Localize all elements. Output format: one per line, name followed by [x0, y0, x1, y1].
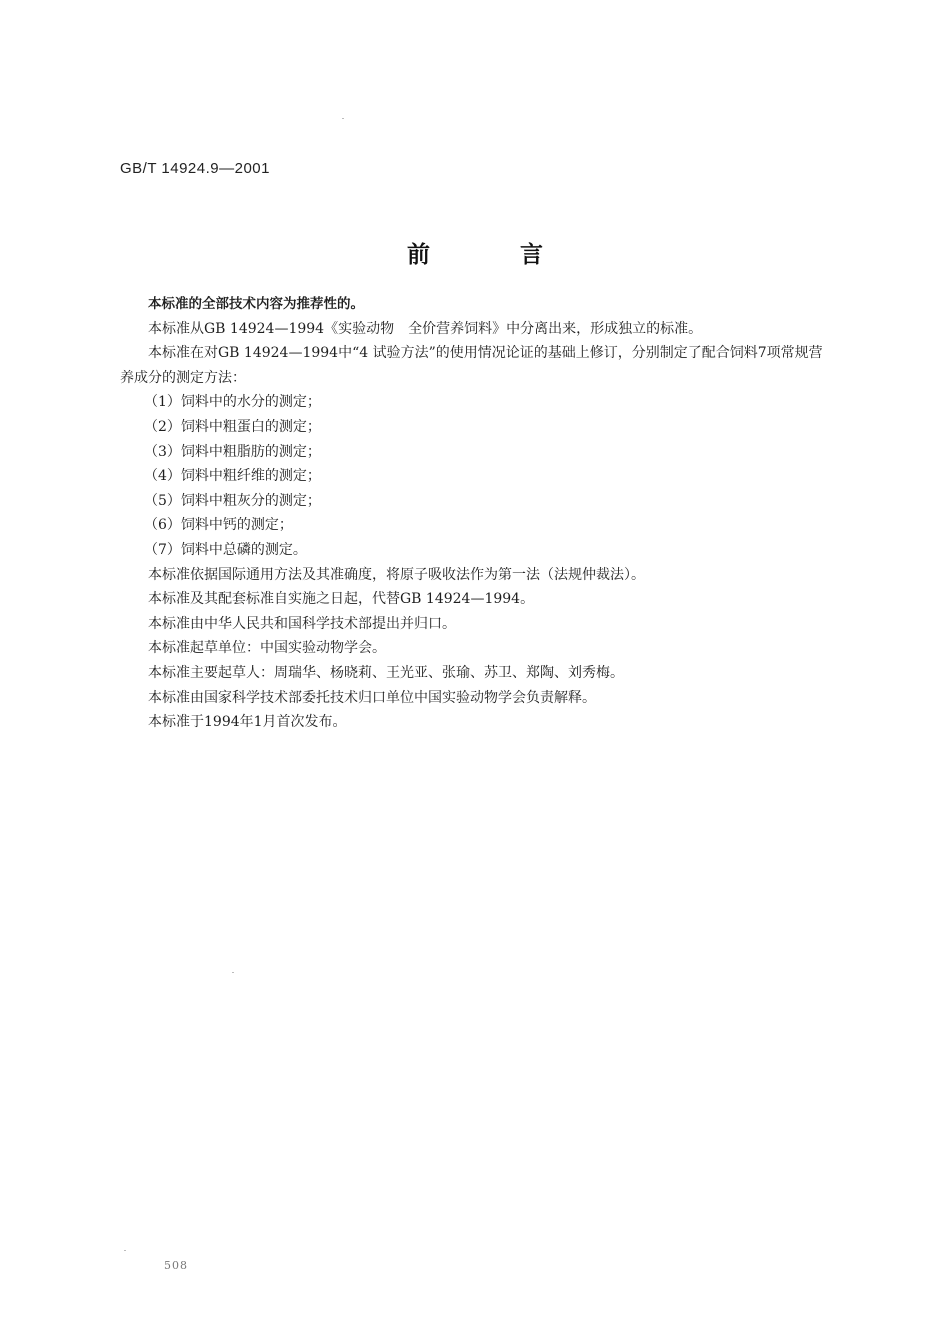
list-item: （2）饲料中粗蛋白的测定； [144, 418, 321, 435]
list-item: （4）饲料中粗纤维的测定； [144, 468, 321, 485]
paragraph-first-release: 本标准于1994年1月首次发布。 [148, 714, 347, 731]
list-item: （7）饲料中总磷的测定。 [144, 541, 307, 558]
standard-code: GB/T 14924.9—2001 [120, 160, 270, 177]
paragraph-method-basis: 本标准依据国际通用方法及其准确度，将原子吸收法作为第一法（法规仲裁法）。 [148, 566, 645, 583]
scan-speck [232, 972, 234, 973]
paragraph-replacement: 本标准及其配套标准自实施之日起，代替GB 14924—1994。 [148, 591, 535, 608]
list-item: （5）饲料中粗灰分的测定； [144, 492, 321, 509]
scan-speck [124, 1250, 126, 1251]
list-item: （1）饲料中的水分的测定； [144, 394, 321, 411]
paragraph-proposer: 本标准由中华人民共和国科学技术部提出并归口。 [148, 615, 456, 632]
paragraph-drafting-unit: 本标准起草单位：中国实验动物学会。 [148, 640, 386, 657]
foreword-body [120, 292, 830, 735]
paragraph-drafters: 本标准主要起草人：周瑞华、杨晓莉、王光亚、张瑜、苏卫、郑陶、刘秀梅。 [148, 664, 624, 681]
page-title: 前言 [407, 241, 633, 268]
paragraph-interpretation: 本标准由国家科学技术部委托技术归口单位中国实验动物学会负责解释。 [148, 689, 596, 706]
list-item: （3）饲料中粗脂肪的测定； [144, 443, 321, 460]
paragraph-origin: 本标准从GB 14924—1994《实验动物 全价营养饲料》中分离出来，形成独立的标准。 [148, 320, 703, 337]
paragraph-recommendation: 本标准的全部技术内容为推荐性的。 [148, 296, 364, 312]
page-number: 508 [164, 1259, 188, 1272]
scan-speck [342, 118, 344, 119]
paragraph-revision: 本标准在对GB 14924—1994中“4 试验方法”的使用情况论证的基础上修订，分别制定了配合饲料7项常规营养成分的测定方法： [120, 345, 823, 386]
list-item: （6）饲料中钙的测定； [144, 517, 293, 534]
